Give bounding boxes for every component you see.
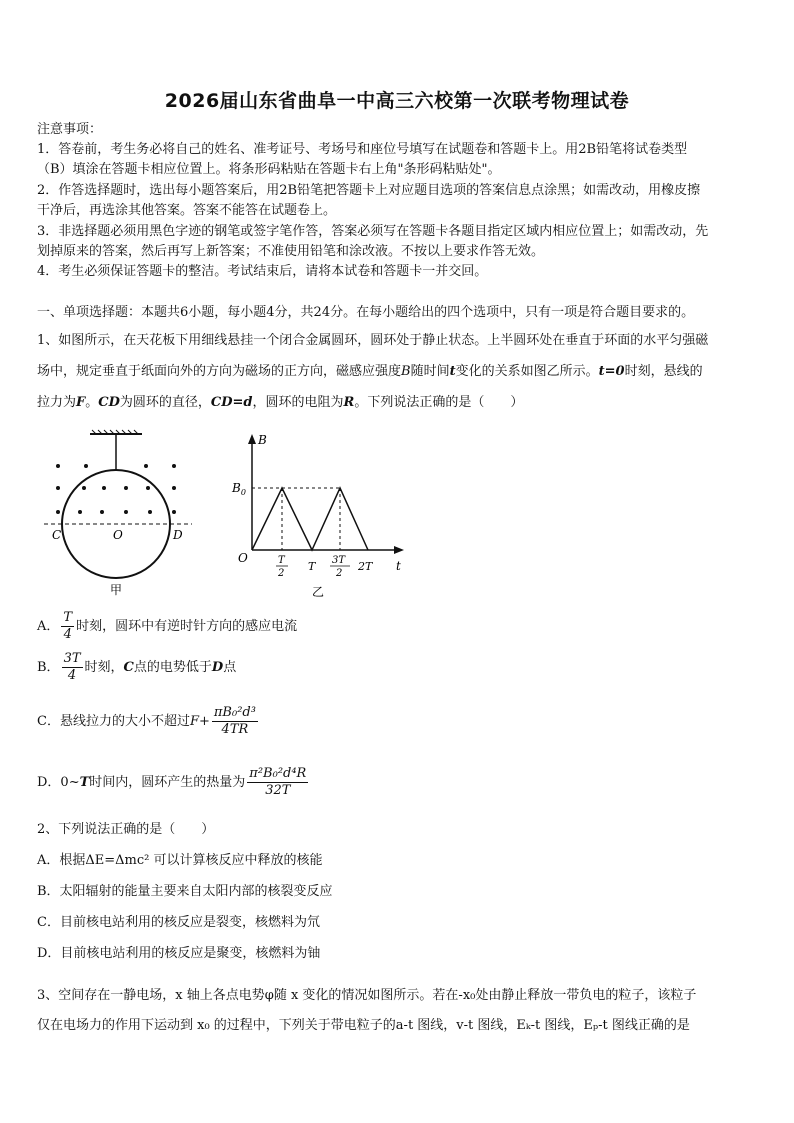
label-C: C [52,528,62,542]
label-origin: O [238,551,248,565]
option-text: 点 [223,660,237,675]
label-t: t [396,559,401,573]
figure-label-yi: 乙 [312,585,325,599]
notice-heading: 注意事项： [37,122,103,137]
q1-var-B: B [401,364,411,379]
q1-text: 变化的关系如图乙所示。 [455,364,599,379]
q1-text: 随时间 [410,364,450,379]
tick-2T: 2T [358,560,373,573]
q1-var-CD: CD [98,395,120,410]
q1-var-t: t [449,364,456,379]
label-D: D [173,528,183,542]
q1-var-t0: t=0 [598,364,625,379]
option-text: 时刻，圆环中有逆时针方向的感应电流 [76,619,298,634]
tick-T: T [308,560,316,573]
q3-line-1: 3、空间存在一静电场，x 轴上各点电势φ随 x 变化的情况如图所示。若在-x₀处由静止释放一带负电的粒子，该粒子 [37,988,697,1003]
section-heading: 一、单项选择题：本题共6小题，每小题4分，共24分。在每小题给出的四个选项中，只有一项是符合题目要求的。 [37,305,695,320]
q3-line-2: 仅在电场力的作用下运动到 x₀ 的过程中，下列关于带电粒子的a-t 图线，v-t 图线，Eₖ-t 图线，Eₚ-t 图线正确的是 [37,1018,690,1033]
q2-option-c[interactable]: C．目前核电站利用的核反应是裂变，核燃料为氘 [37,915,320,930]
var-T: T [79,775,90,790]
figure-label-jia: 甲 [110,583,123,597]
q1-line-1: 1、如图所示，在天花板下用细线悬挂一个闭合金属圆环，圆环处于静止状态。上半圆环处在垂直于环面的水平匀强磁 [37,333,709,348]
q1-text: 场中，规定垂直于纸面向外的方向为磁场的正方向，磁感应强度 [37,364,402,379]
axis-x-arrow [394,546,404,554]
fraction: $\frac{\text{πB₀²d³}}{4TR}$ [213,705,256,737]
figure-graph [226,432,416,602]
q1-line-2 [37,362,759,382]
fraction: $\frac{3T}{4}$ [63,651,81,683]
label-B0: $B_0$ [232,481,246,497]
notice-line-4: 干净后，再选涂其他答案。答案不能答在试题卷上。 [37,203,337,218]
option-text: 时刻， [84,660,124,675]
page-title: 2026届山东省曲阜一中高三六校第一次联考物理试卷 [164,90,630,112]
notice-line-7: 4．考生必须保证答题卡的整洁。考试结束后，请将本试卷和答题卡一并交回。 [37,264,488,279]
q1-option-a[interactable] [37,610,297,643]
q1-text: 时刻，悬线的 [624,364,703,379]
plus-sign: + [198,714,210,729]
tick-T-half-d: 2 [278,568,285,579]
label-O: O [113,528,123,542]
fraction: $\frac{T}{4}$ [63,610,73,642]
tick-3T-half-d: 2 [336,568,343,579]
q2-option-d[interactable]: D．目前核电站利用的核反应是聚变，核燃料为铀 [37,946,321,961]
q1-text: 拉力为 [37,395,77,410]
option-text: 时间内，圆环产生的热量为 [89,775,246,790]
tick-T-half-n: T [278,555,285,566]
option-prefix: A． [37,619,60,634]
q1-option-b[interactable] [37,651,236,684]
q2-option-a[interactable]: A．根据ΔE=Δmc² 可以计算核反应中释放的核能 [37,853,323,868]
option-prefix: D．0~ [37,775,80,790]
q1-text: 。下列说法正确的是（ ） [354,395,524,410]
q1-option-c[interactable] [37,705,260,738]
ceiling [90,430,142,434]
q1-var-R: R [343,395,355,410]
option-prefix: B． [37,660,60,675]
q1-var-CDd: CD=d [210,395,253,410]
q1-var-F: F [76,395,86,410]
q1-line-3 [37,393,759,413]
option-text: 点的电势低于 [133,660,212,675]
option-prefix: C．悬线拉力的大小不超过 [37,714,190,729]
axis-y-arrow [248,434,256,444]
fraction: $\frac{\text{π²B₀²d⁴R}}{32T}$ [249,766,307,798]
q1-option-d[interactable] [37,766,310,799]
q2-stem: 2、下列说法正确的是（ ） [37,822,215,837]
notice-line-1: 1．答卷前，考生务必将自己的姓名、准考证号、考场号和座位号填写在试题卷和答题卡上。用2B铅笔将试卷类型 [37,142,688,157]
notice-line-3: 2．作答选择题时，选出每小题答案后，用2B铅笔把答题卡上对应题目选项的答案信息点涂黑；如需改动，用橡皮擦 [37,183,701,198]
var-F: F [189,714,199,729]
notice-line-6: 划掉原来的答案，然后再写上新答案；不准使用铅笔和涂改液。不按以上要求作答无效。 [37,244,545,259]
var-C: C [123,660,134,675]
b-t-curve [252,488,368,550]
q1-text: 。 [85,395,99,410]
q2-option-b[interactable]: B．太阳辐射的能量主要来自太阳内部的核裂变反应 [37,884,333,899]
q1-text: 为圆环的直径， [119,395,211,410]
label-B: B [258,433,267,447]
var-D: D [211,660,224,675]
q1-text: ，圆环的电阻为 [252,395,344,410]
tick-3T-half-n: 3T [332,555,346,566]
notice-line-5: 3．非选择题必须用黑色字迹的钢笔或签字笔作答，答案必须写在答题卡各题目指定区域内相应位置上；如需改动，先 [37,224,709,239]
figure-ring [40,428,200,600]
notice-line-2: （B）填涂在答题卡相应位置上。将条形码粘贴在答题卡右上角"条形码粘贴处"。 [37,162,501,177]
